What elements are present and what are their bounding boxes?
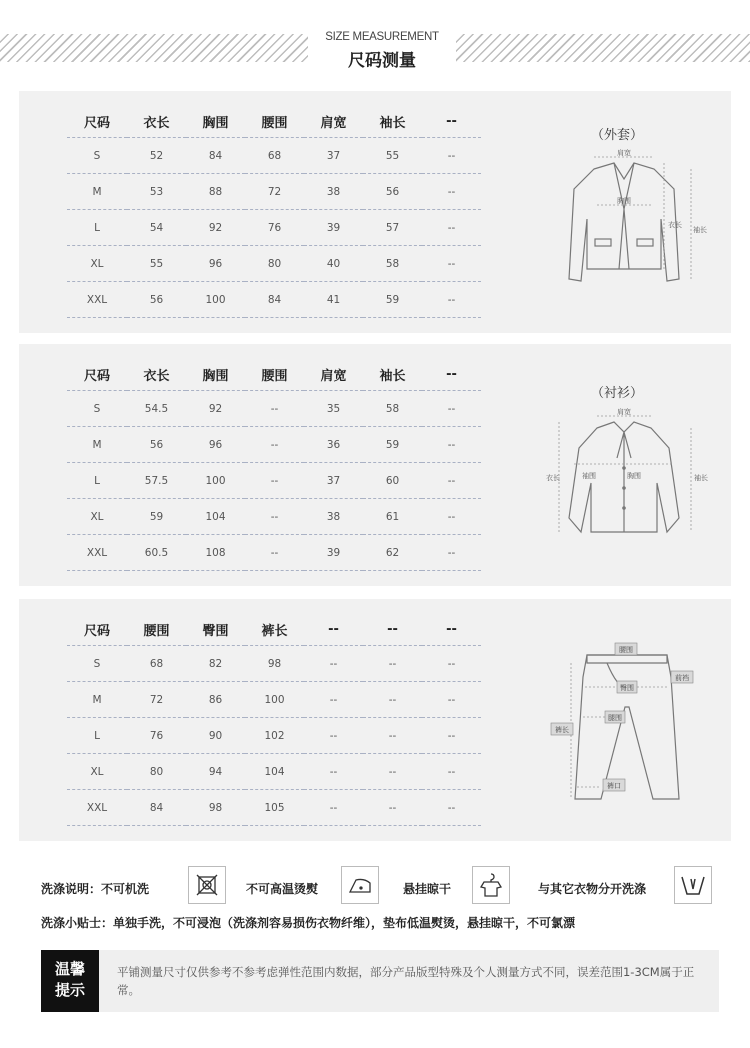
column-header: 尺码 <box>67 105 127 138</box>
table-cell: -- <box>245 499 304 535</box>
column-header: 肩宽 <box>304 105 363 138</box>
table-cell: M <box>67 682 127 718</box>
table-cell: S <box>67 391 127 427</box>
column-header: -- <box>422 613 481 646</box>
table-row <box>67 646 481 682</box>
table-cell: 59 <box>363 427 422 463</box>
header-hatch-left <box>0 34 308 62</box>
table-cell: 57.5 <box>127 463 186 499</box>
table-cell: -- <box>363 790 422 826</box>
care-instructions <box>0 866 750 906</box>
table-cell: 76 <box>245 210 304 246</box>
page-header <box>0 0 750 80</box>
size-panel-pants <box>19 599 731 841</box>
table-cell: 56 <box>127 282 186 318</box>
table-cell: 60.5 <box>127 535 186 571</box>
table-cell: 68 <box>127 646 186 682</box>
table-cell: 68 <box>245 138 304 174</box>
table-cell: 84 <box>245 282 304 318</box>
table-cell: 88 <box>186 174 245 210</box>
table-cell: 98 <box>245 646 304 682</box>
header-hatch-right <box>456 34 750 62</box>
sketch-label: 肩宽 <box>617 149 631 157</box>
table-cell: 58 <box>363 391 422 427</box>
notice-badge-line1: 温馨 <box>54 960 85 978</box>
column-header: 臀围 <box>186 613 245 646</box>
table-cell: 98 <box>186 790 245 826</box>
table-cell: -- <box>304 646 363 682</box>
column-header: 腰围 <box>245 105 304 138</box>
table-cell: -- <box>422 282 481 318</box>
table-cell: 58 <box>363 246 422 282</box>
sketch-label: 裤口 <box>607 782 621 790</box>
table-cell: 38 <box>304 499 363 535</box>
table-cell: 92 <box>186 391 245 427</box>
table-cell: 60 <box>363 463 422 499</box>
table-row <box>67 282 481 318</box>
table-cell: -- <box>245 535 304 571</box>
table-cell: M <box>67 427 127 463</box>
care-label: 不可高温烫熨 <box>246 882 319 896</box>
table-cell: 59 <box>127 499 186 535</box>
sketch-label: 腿围 <box>608 714 622 722</box>
table-cell: 57 <box>363 210 422 246</box>
figure-label-shirt: （衬衫） <box>590 386 643 401</box>
table-cell: XXL <box>67 790 127 826</box>
column-header: -- <box>422 358 481 391</box>
table-cell: -- <box>245 463 304 499</box>
table-row <box>67 391 481 427</box>
column-header: 袖长 <box>363 358 422 391</box>
table-cell: 80 <box>245 246 304 282</box>
table-cell: 35 <box>304 391 363 427</box>
column-header: 衣长 <box>127 358 186 391</box>
table-cell: -- <box>422 790 481 826</box>
table-row <box>67 174 481 210</box>
table-cell: 100 <box>245 682 304 718</box>
table-cell: -- <box>422 754 481 790</box>
table-cell: -- <box>422 246 481 282</box>
shirt-sketch <box>539 408 709 548</box>
notice-badge-line2: 提示 <box>54 981 85 999</box>
table-cell: 59 <box>363 282 422 318</box>
table-cell: 55 <box>363 138 422 174</box>
table-cell: 72 <box>245 174 304 210</box>
table-row <box>67 718 481 754</box>
column-header: -- <box>304 613 363 646</box>
sketch-label: 腰围 <box>619 646 633 654</box>
header-en-title: SIZE MEASUREMENT <box>325 31 439 43</box>
table-cell: -- <box>422 499 481 535</box>
low-iron-icon <box>341 866 379 904</box>
table-cell: XL <box>67 754 127 790</box>
table-cell: 102 <box>245 718 304 754</box>
sketch-label: 衣长 <box>546 474 560 482</box>
table-cell: 90 <box>186 718 245 754</box>
table-cell: -- <box>304 754 363 790</box>
column-header: 胸围 <box>186 105 245 138</box>
table-cell: 38 <box>304 174 363 210</box>
table-header-row <box>67 105 481 138</box>
table-cell: 84 <box>127 790 186 826</box>
table-row <box>67 210 481 246</box>
table-row <box>67 427 481 463</box>
table-row <box>67 499 481 535</box>
table-cell: 105 <box>245 790 304 826</box>
table-cell: 54.5 <box>127 391 186 427</box>
table-cell: XL <box>67 246 127 282</box>
table-cell: -- <box>304 790 363 826</box>
column-header: -- <box>422 105 481 138</box>
table-cell: 82 <box>186 646 245 682</box>
care-tips: 洗涤小贴士：单独手洗，不可浸泡（洗涤剂容易损伤衣物纤维），垫布低温熨烫，悬挂晾干，不可氯漂 <box>41 916 576 930</box>
table-cell: -- <box>422 718 481 754</box>
table-cell: XL <box>67 499 127 535</box>
table-cell: 52 <box>127 138 186 174</box>
table-row <box>67 790 481 826</box>
table-cell: 53 <box>127 174 186 210</box>
table-header-row <box>67 613 481 646</box>
column-header: 腰围 <box>245 358 304 391</box>
table-cell: 86 <box>186 682 245 718</box>
column-header: 尺码 <box>67 613 127 646</box>
table-cell: -- <box>363 754 422 790</box>
sketch-label: 胸围 <box>617 197 631 205</box>
notice-text: 平铺测量尺寸仅供参考不参考虑弹性范围内数据，部分产品版型特殊及个人测量方式不同，误差范围1-3CM属于正常。 <box>117 965 695 997</box>
table-cell: -- <box>422 535 481 571</box>
table-cell: -- <box>422 174 481 210</box>
column-header: 肩宽 <box>304 358 363 391</box>
table-cell: 61 <box>363 499 422 535</box>
table-cell: 39 <box>304 535 363 571</box>
table-cell: L <box>67 718 127 754</box>
column-header: 尺码 <box>67 358 127 391</box>
sketch-label: 臀围 <box>620 684 634 692</box>
sketch-label: 肩宽 <box>617 408 631 416</box>
table-cell: S <box>67 138 127 174</box>
table-cell: -- <box>363 718 422 754</box>
table-cell: -- <box>422 391 481 427</box>
column-header: 胸围 <box>186 358 245 391</box>
notice-box <box>41 950 719 1012</box>
table-row <box>67 682 481 718</box>
table-cell: -- <box>245 427 304 463</box>
column-header: 裤长 <box>245 613 304 646</box>
table-cell: -- <box>363 646 422 682</box>
table-cell: 104 <box>186 499 245 535</box>
sketch-label: 前裆 <box>675 674 689 682</box>
size-table-pants <box>67 613 481 826</box>
table-cell: 96 <box>186 246 245 282</box>
jacket-sketch <box>539 149 709 299</box>
table-cell: 76 <box>127 718 186 754</box>
table-row <box>67 754 481 790</box>
table-cell: L <box>67 210 127 246</box>
table-cell: 84 <box>186 138 245 174</box>
table-cell: -- <box>304 718 363 754</box>
table-cell: 100 <box>186 282 245 318</box>
size-panel-shirt <box>19 344 731 586</box>
table-row <box>67 246 481 282</box>
table-cell: 62 <box>363 535 422 571</box>
sketch-label: 衣长 <box>668 221 682 229</box>
sketch-label: 胸围 <box>627 472 641 480</box>
size-table-jacket <box>67 105 481 318</box>
table-cell: -- <box>422 463 481 499</box>
table-cell: -- <box>304 682 363 718</box>
table-cell: -- <box>422 427 481 463</box>
table-cell: XXL <box>67 535 127 571</box>
table-cell: 36 <box>304 427 363 463</box>
pants-sketch <box>547 637 707 809</box>
table-cell: -- <box>245 391 304 427</box>
care-label: 与其它衣物分开洗涤 <box>538 882 647 896</box>
header-cn-title: 尺码测量 <box>348 51 416 71</box>
table-cell: 40 <box>304 246 363 282</box>
sketch-label: 袖围 <box>582 472 596 480</box>
table-cell: 80 <box>127 754 186 790</box>
column-header: -- <box>363 613 422 646</box>
figure-label-jacket: （外套） <box>590 128 643 143</box>
table-cell: 108 <box>186 535 245 571</box>
no-machine-wash-icon <box>188 866 226 904</box>
care-label: 洗涤说明：不可机洗 <box>41 882 150 896</box>
table-cell: 41 <box>304 282 363 318</box>
table-cell: 100 <box>186 463 245 499</box>
care-label: 悬挂晾干 <box>403 882 452 896</box>
table-cell: 54 <box>127 210 186 246</box>
table-cell: 39 <box>304 210 363 246</box>
table-cell: L <box>67 463 127 499</box>
hand-wash-icon <box>674 866 712 904</box>
table-cell: -- <box>422 138 481 174</box>
table-cell: 55 <box>127 246 186 282</box>
column-header: 衣长 <box>127 105 186 138</box>
size-panel-jacket <box>19 91 731 333</box>
table-cell: -- <box>363 682 422 718</box>
sketch-label: 袖长 <box>694 474 708 482</box>
table-cell: S <box>67 646 127 682</box>
table-cell: -- <box>422 646 481 682</box>
table-cell: 72 <box>127 682 186 718</box>
table-row <box>67 138 481 174</box>
column-header: 腰围 <box>127 613 186 646</box>
notice-badge <box>41 950 99 1012</box>
table-cell: XXL <box>67 282 127 318</box>
table-cell: 56 <box>127 427 186 463</box>
table-cell: 37 <box>304 463 363 499</box>
table-cell: 37 <box>304 138 363 174</box>
table-cell: -- <box>422 210 481 246</box>
table-cell: 94 <box>186 754 245 790</box>
column-header: 袖长 <box>363 105 422 138</box>
table-cell: -- <box>422 682 481 718</box>
sketch-label: 裤长 <box>555 726 569 734</box>
table-header-row <box>67 358 481 391</box>
table-row <box>67 463 481 499</box>
table-row <box>67 535 481 571</box>
table-cell: M <box>67 174 127 210</box>
sketch-label: 袖长 <box>693 226 707 234</box>
table-cell: 56 <box>363 174 422 210</box>
table-cell: 96 <box>186 427 245 463</box>
table-cell: 92 <box>186 210 245 246</box>
size-table-shirt <box>67 358 481 571</box>
hang-dry-icon <box>472 866 510 904</box>
table-cell: 104 <box>245 754 304 790</box>
